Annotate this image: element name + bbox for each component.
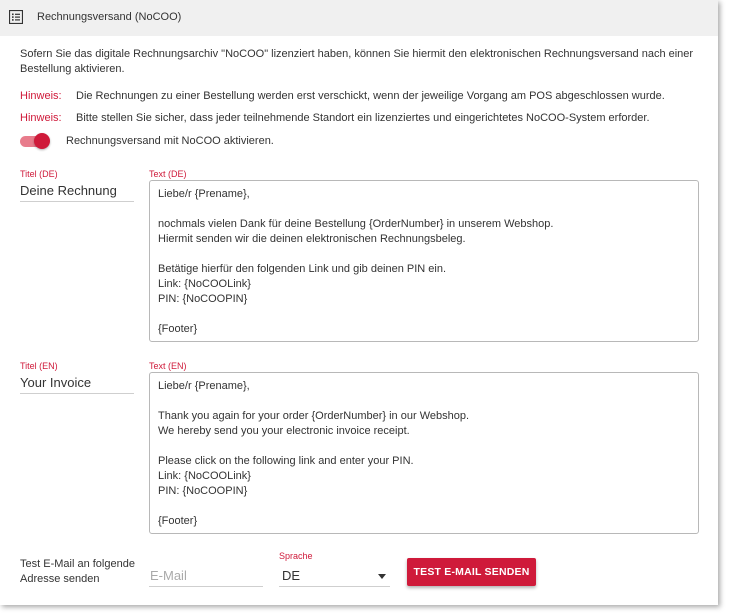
toggle-knob [34, 133, 50, 149]
textarea-line: PIN: {NoCOOPIN} [158, 485, 248, 497]
textarea-line: nochmals vielen Dank für deine Bestellung {OrderNumber} in unserem Webshop. [158, 218, 554, 230]
textarea-line: PIN: {NoCOOPIN} [158, 293, 248, 305]
intro-text-line2: Bestellung aktivieren. [20, 63, 125, 75]
nocoo-toggle[interactable] [20, 135, 48, 147]
hint-text: Bitte stellen Sie sicher, dass jeder teilnehmende Standort ein lizenziertes und eingerichtetes NoCOO-System erforder. [76, 112, 650, 124]
text-de-textarea[interactable] [149, 180, 699, 342]
text-de-label: Text (DE) [149, 169, 187, 179]
section-title: Rechnungsversand (NoCOO) [37, 11, 182, 23]
language-select[interactable]: DE [282, 568, 301, 583]
test-email-label-line1: Test E-Mail an folgende [20, 558, 135, 570]
textarea-line: Hiermit senden wir die deinen elektronischen Rechnungsbeleg. [158, 233, 466, 245]
intro-text-line1: Sofern Sie das digitale Rechnungsarchiv "NoCOO" lizenziert haben, können Sie hiermit den elektronischen Rechnungsversand nach einer [20, 48, 694, 60]
textarea-line: Thank you again for your order {OrderNumber} in our Webshop. [158, 410, 470, 422]
hint-label: Hinweis: [20, 90, 62, 102]
textarea-line: {Footer} [158, 515, 198, 527]
textarea-line: Link: {NoCOOLink} [158, 470, 251, 482]
textarea-line: Liebe/r {Prename}, [158, 188, 250, 200]
toggle-label: Rechnungsversand mit NoCOO aktivieren. [66, 135, 274, 147]
title-de-label: Titel (DE) [20, 169, 58, 179]
text-en-label: Text (EN) [149, 361, 187, 371]
test-email-input[interactable]: E-Mail [150, 568, 187, 583]
title-en-label: Titel (EN) [20, 361, 58, 371]
send-test-email-button[interactable]: TEST E-MAIL SENDEN [407, 558, 536, 586]
language-label: Sprache [279, 551, 313, 561]
textarea-line: Please click on the following link and enter your PIN. [158, 455, 414, 467]
email-underline [149, 586, 263, 587]
section-header [0, 0, 718, 36]
textarea-line: {Footer} [158, 323, 198, 335]
hint-label: Hinweis: [20, 112, 62, 124]
text-en-textarea[interactable] [149, 372, 699, 534]
language-underline [279, 586, 390, 587]
test-email-label-line2: Adresse senden [20, 573, 100, 585]
textarea-line: Link: {NoCOOLink} [158, 278, 251, 290]
textarea-line: Betätige hierfür den folgenden Link und gib deinen PIN ein. [158, 263, 447, 275]
hint-text: Die Rechnungen zu einer Bestellung werden erst verschickt, wenn der jeweilige Vorgang am POS abgeschlossen wurde. [76, 90, 665, 102]
title-de-underline [20, 201, 134, 202]
list-icon [9, 10, 23, 24]
textarea-line: Liebe/r {Prename}, [158, 380, 250, 392]
textarea-line: We hereby send you your electronic invoice receipt. [158, 425, 410, 437]
title-en-underline [20, 393, 134, 394]
chevron-down-icon[interactable] [378, 574, 386, 579]
title-en-input[interactable]: Your Invoice [20, 375, 92, 390]
title-de-input[interactable]: Deine Rechnung [20, 183, 117, 198]
